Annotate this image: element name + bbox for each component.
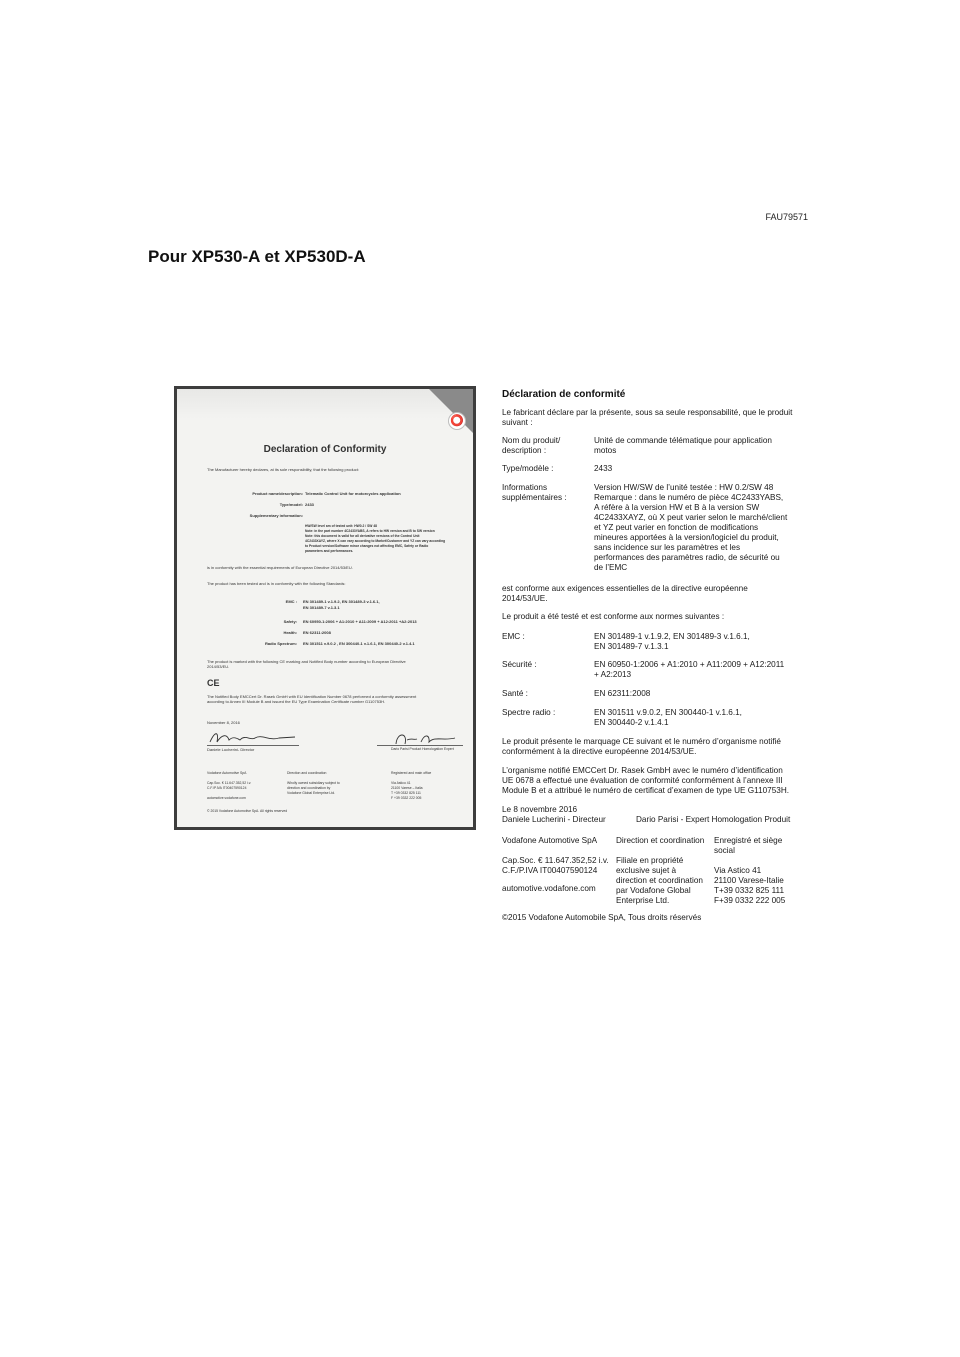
certificate-nb-text-2: according to Annex III Module B and issued the EU Type Examination Certificate number G110753H. (207, 699, 386, 704)
declaration-footer-line: Filiale en propriété (616, 856, 684, 865)
declaration-product-label: Nom du produit/ (502, 436, 561, 445)
declaration-footer-line: 21100 Varese-Italie (714, 876, 784, 885)
certificate-std-safety: EN 60950-1:2006 + A1:2010 + A11:2009 + A12:2011 +A2:2013 (303, 619, 417, 624)
certificate-type-label: Type/model: (279, 502, 303, 507)
declaration-info-value: Version HW/SW de l’unité testée : HW 0.2/SW 48 (594, 483, 774, 492)
certificate-sheet (177, 389, 473, 827)
document-code: FAU79571 (765, 212, 808, 222)
declaration-info-label: Informations (502, 483, 548, 492)
certificate-image (174, 386, 476, 830)
declaration-safety-label: Sécurité : (502, 660, 537, 669)
certificate-signer-left: Daniele Lucherini- Director (207, 747, 255, 752)
declaration-info-value: mineures apportées à la version/logiciel du produit, (594, 533, 779, 542)
declaration-info-value: 4C2433XAYZ, où X peut varier selon le marché/client (594, 513, 788, 522)
declaration-footer-line: Cap.Soc. € 11.647.352,52 i.v. (502, 856, 609, 865)
declaration-info-value: sans incidence sur les paramètres et les (594, 543, 741, 552)
vodafone-logo-icon: ⭕ (448, 412, 466, 430)
declaration-date: Le 8 novembre 2016 (502, 805, 578, 814)
declaration-heading: Déclaration de conformité (502, 389, 626, 400)
certificate-footer-line: Via Astico 41 (391, 781, 411, 785)
declaration-nb-line: UE 0678 a effectué une évaluation de conformité conformément à l’annexe III (502, 776, 783, 785)
signature-left-line (207, 745, 299, 746)
certificate-supp-line: Note: in the part number 4C2433YABS, A refers to HW version and B to SW version (305, 529, 435, 533)
declaration-type-label: Type/modèle : (502, 464, 554, 473)
declaration-tested: Le produit a été testé et est conforme aux normes suivantes : (502, 612, 725, 621)
declaration-product-label: description : (502, 446, 547, 455)
declaration-radio-value: EN 300440-2 v.1.4.1 (594, 718, 669, 727)
certificate-std-safety-label: Safety: (283, 619, 297, 624)
certificate-std-radio-label: Radio Spectrum: (264, 641, 297, 646)
certificate-supp-line: HW/SW level am of tested unit: HW0.2 / SW 48 (305, 524, 377, 528)
declaration-info-value: A réfère à la version HW et B à la version SW (594, 503, 760, 512)
certificate-footer-line: automotive.vodafone.com (207, 796, 246, 800)
certificate-footer-line: 21100 Varese – Italia (391, 786, 423, 790)
certificate-conformity: is in conformity with the essential requirements of European Directive 2014/53/EU. (207, 565, 353, 570)
certificate-supp-line: to Product version/Software minor changes not affecting EMC, Safety or Radio (305, 544, 429, 548)
certificate-std-emc-label: EMC : (285, 599, 297, 604)
certificate-supp-line: 4C2433XAYZ, where X can vary according to Market/Customer and YZ can vary according (305, 539, 446, 543)
declaration-conformity-line: 2014/53/UE. (502, 594, 548, 603)
certificate-std-health-label: Health: (283, 630, 297, 635)
declaration-copyright: ©2015 Vodafone Automobile SpA, Tous droits réservés (502, 913, 702, 922)
declaration-footer-line: exclusive sujet à (616, 866, 677, 875)
certificate-nb-text-1: The Notified Body EMCCert Dr. Rasek GmbH with EU Identification Number 0678 performed a conformity assessment (207, 694, 417, 699)
declaration-product-value: Unité de commande télématique pour application (594, 436, 772, 445)
declaration-ce-line: Le produit présente le marquage CE suivant et le numéro d’organisme notifié (502, 737, 781, 746)
declaration-info-value: de l’EMC (594, 563, 628, 572)
declaration-type-value: 2433 (594, 464, 613, 473)
declaration-ce-line: conformément à la directive européenne 2014/53/UE. (502, 747, 697, 756)
certificate-supp-line: parameters and performances. (305, 549, 354, 553)
certificate-footer-line: T +39 0332 825 111 (391, 791, 421, 795)
certificate-std-radio: EN 301511 v.9.0.2 , EN 300440-1 v.1.6.1, EN 300440-2 v.1.4.1 (303, 641, 415, 646)
declaration-nb-line: Module B et a attribué le numéro de certificat d’examen de type UE G110753H. (502, 786, 790, 795)
declaration-footer-line: direction et coordination (616, 876, 703, 885)
declaration-intro-line: suivant : (502, 418, 533, 427)
declaration-info-value: performances des paramètres radio, de sécurité ou (594, 553, 780, 562)
signature-right-line (377, 745, 463, 746)
declaration-footer-line: Vodafone Automotive SpA (502, 836, 598, 845)
certificate-ce-text-2: 2014/53/EU. (207, 664, 230, 669)
declaration-footer-line: Direction et coordination (616, 836, 705, 845)
declaration-intro-line: Le fabricant déclare par la présente, sous sa seule responsabilité, que le produit (502, 408, 793, 417)
signature-right-image (391, 729, 461, 749)
declaration-product-value: motos (594, 446, 617, 455)
certificate-footer-line: Wholly owned subsidiary subject to (287, 781, 340, 785)
certificate-footer-line: Registered and main office (391, 771, 432, 775)
certificate-supp-label: Supplementary information: (249, 513, 303, 518)
declaration-signer-left: Daniele Lucherini - Directeur (502, 815, 606, 824)
certificate-signer-right: Dario Parisi Product Homologation Expert (391, 747, 454, 751)
page-title: Pour XP530-A et XP530D-A (148, 247, 366, 266)
certificate-footer-line: direction and coordination by (287, 786, 331, 790)
certificate-std-emc-2: EN 301489-7 v.1.3.1 (303, 605, 340, 610)
declaration-radio-label: Spectre radio : (502, 708, 556, 717)
declaration-health-label: Santé : (502, 689, 528, 698)
declaration-footer-line: automotive.vodafone.com (502, 884, 596, 893)
declaration-footer-line: F+39 0332 222 005 (714, 896, 786, 905)
declaration-footer-line: Enregistré et siège (714, 836, 783, 845)
certificate-product-label: Product name/description: (252, 491, 303, 496)
declaration-footer-line: social (714, 846, 735, 855)
declaration-nb-line: L’organisme notifié EMCCert Dr. Rasek GmbH avec le numéro d’identification (502, 766, 783, 775)
declaration-footer-line: T+39 0332 825 111 (714, 886, 785, 895)
certificate-product-value: Telematic Control Unit for motorcycles application (305, 491, 401, 496)
declaration-info-label: supplémentaires : (502, 493, 567, 502)
certificate-std-emc-1: EN 301489-1 v.1.9.2, EN 301489-3 v.1.6.1, (303, 599, 380, 604)
certificate-type-value: 2433 (305, 502, 314, 507)
ce-mark-logo: CE (207, 678, 220, 688)
declaration-health-value: EN 62311:2008 (594, 689, 651, 698)
certificate-tested: The product has been tested and is in conformity with the following Standards: (207, 581, 346, 586)
declaration-info-value: et YZ peut varier en fonction de modifications (594, 523, 759, 532)
declaration-safety-value: + A2:2013 (594, 670, 632, 679)
certificate-ce-text-1: The product is marked with the following CE marking and Notified Body number according to European Directive (207, 659, 406, 664)
declaration-footer-line: C.F./P.IVA IT00407590124 (502, 866, 598, 875)
certificate-footer-line: Direction and coordination (287, 771, 327, 775)
certificate-footer-line: Vodafone Automotive SpA (207, 771, 247, 775)
certificate-supp-line: Note: this document is valid for all derivative versions of the Control Unit (305, 534, 420, 538)
certificate-footer-line: C.F./P.IVA IT00407590124 (207, 786, 247, 790)
declaration-footer-line: Via Astico 41 (714, 866, 762, 875)
certificate-footer-line: Vodafone Global Enterprise Ltd. (287, 791, 336, 795)
declaration-footer-line: Enterprise Ltd. (616, 896, 670, 905)
certificate-footer-line: F +39 0332 222 005 (391, 796, 422, 800)
declaration-emc-value: EN 301489-1 v.1.9.2, EN 301489-3 v.1.6.1, (594, 632, 750, 641)
declaration-signer-right: Dario Parisi - Expert Homologation Produit (636, 815, 791, 824)
certificate-footer-line: Cap.Soc. € 11.647.352,52 i.v. (207, 781, 252, 785)
certificate-intro: The Manufacturer hereby declares, at its sole responsibility, that the following product: (207, 467, 360, 472)
declaration-safety-value: EN 60950-1:2006 + A1:2010 + A11:2009 + A12:2011 (594, 660, 785, 669)
declaration-radio-value: EN 301511 v.9.0.2, EN 300440-1 v.1.6.1, (594, 708, 742, 717)
certificate-heading: Declaration of Conformity (263, 444, 387, 455)
declaration-info-value: Remarque : dans le numéro de pièce 4C2433YABS, (594, 493, 784, 502)
declaration-emc-value: EN 301489-7 v.1.3.1 (594, 642, 669, 651)
declaration-footer-line: par Vodafone Global (616, 886, 691, 895)
certificate-copyright: © 2015 Vodafone Automotive SpA. All rights reserved (207, 809, 288, 813)
declaration-emc-label: EMC : (502, 632, 525, 641)
certificate-date: November 8, 2016 (207, 720, 240, 725)
declaration-conformity-line: est conforme aux exigences essentielles de la directive européenne (502, 584, 748, 593)
certificate-std-health: EN 62311:2008 (303, 630, 331, 635)
